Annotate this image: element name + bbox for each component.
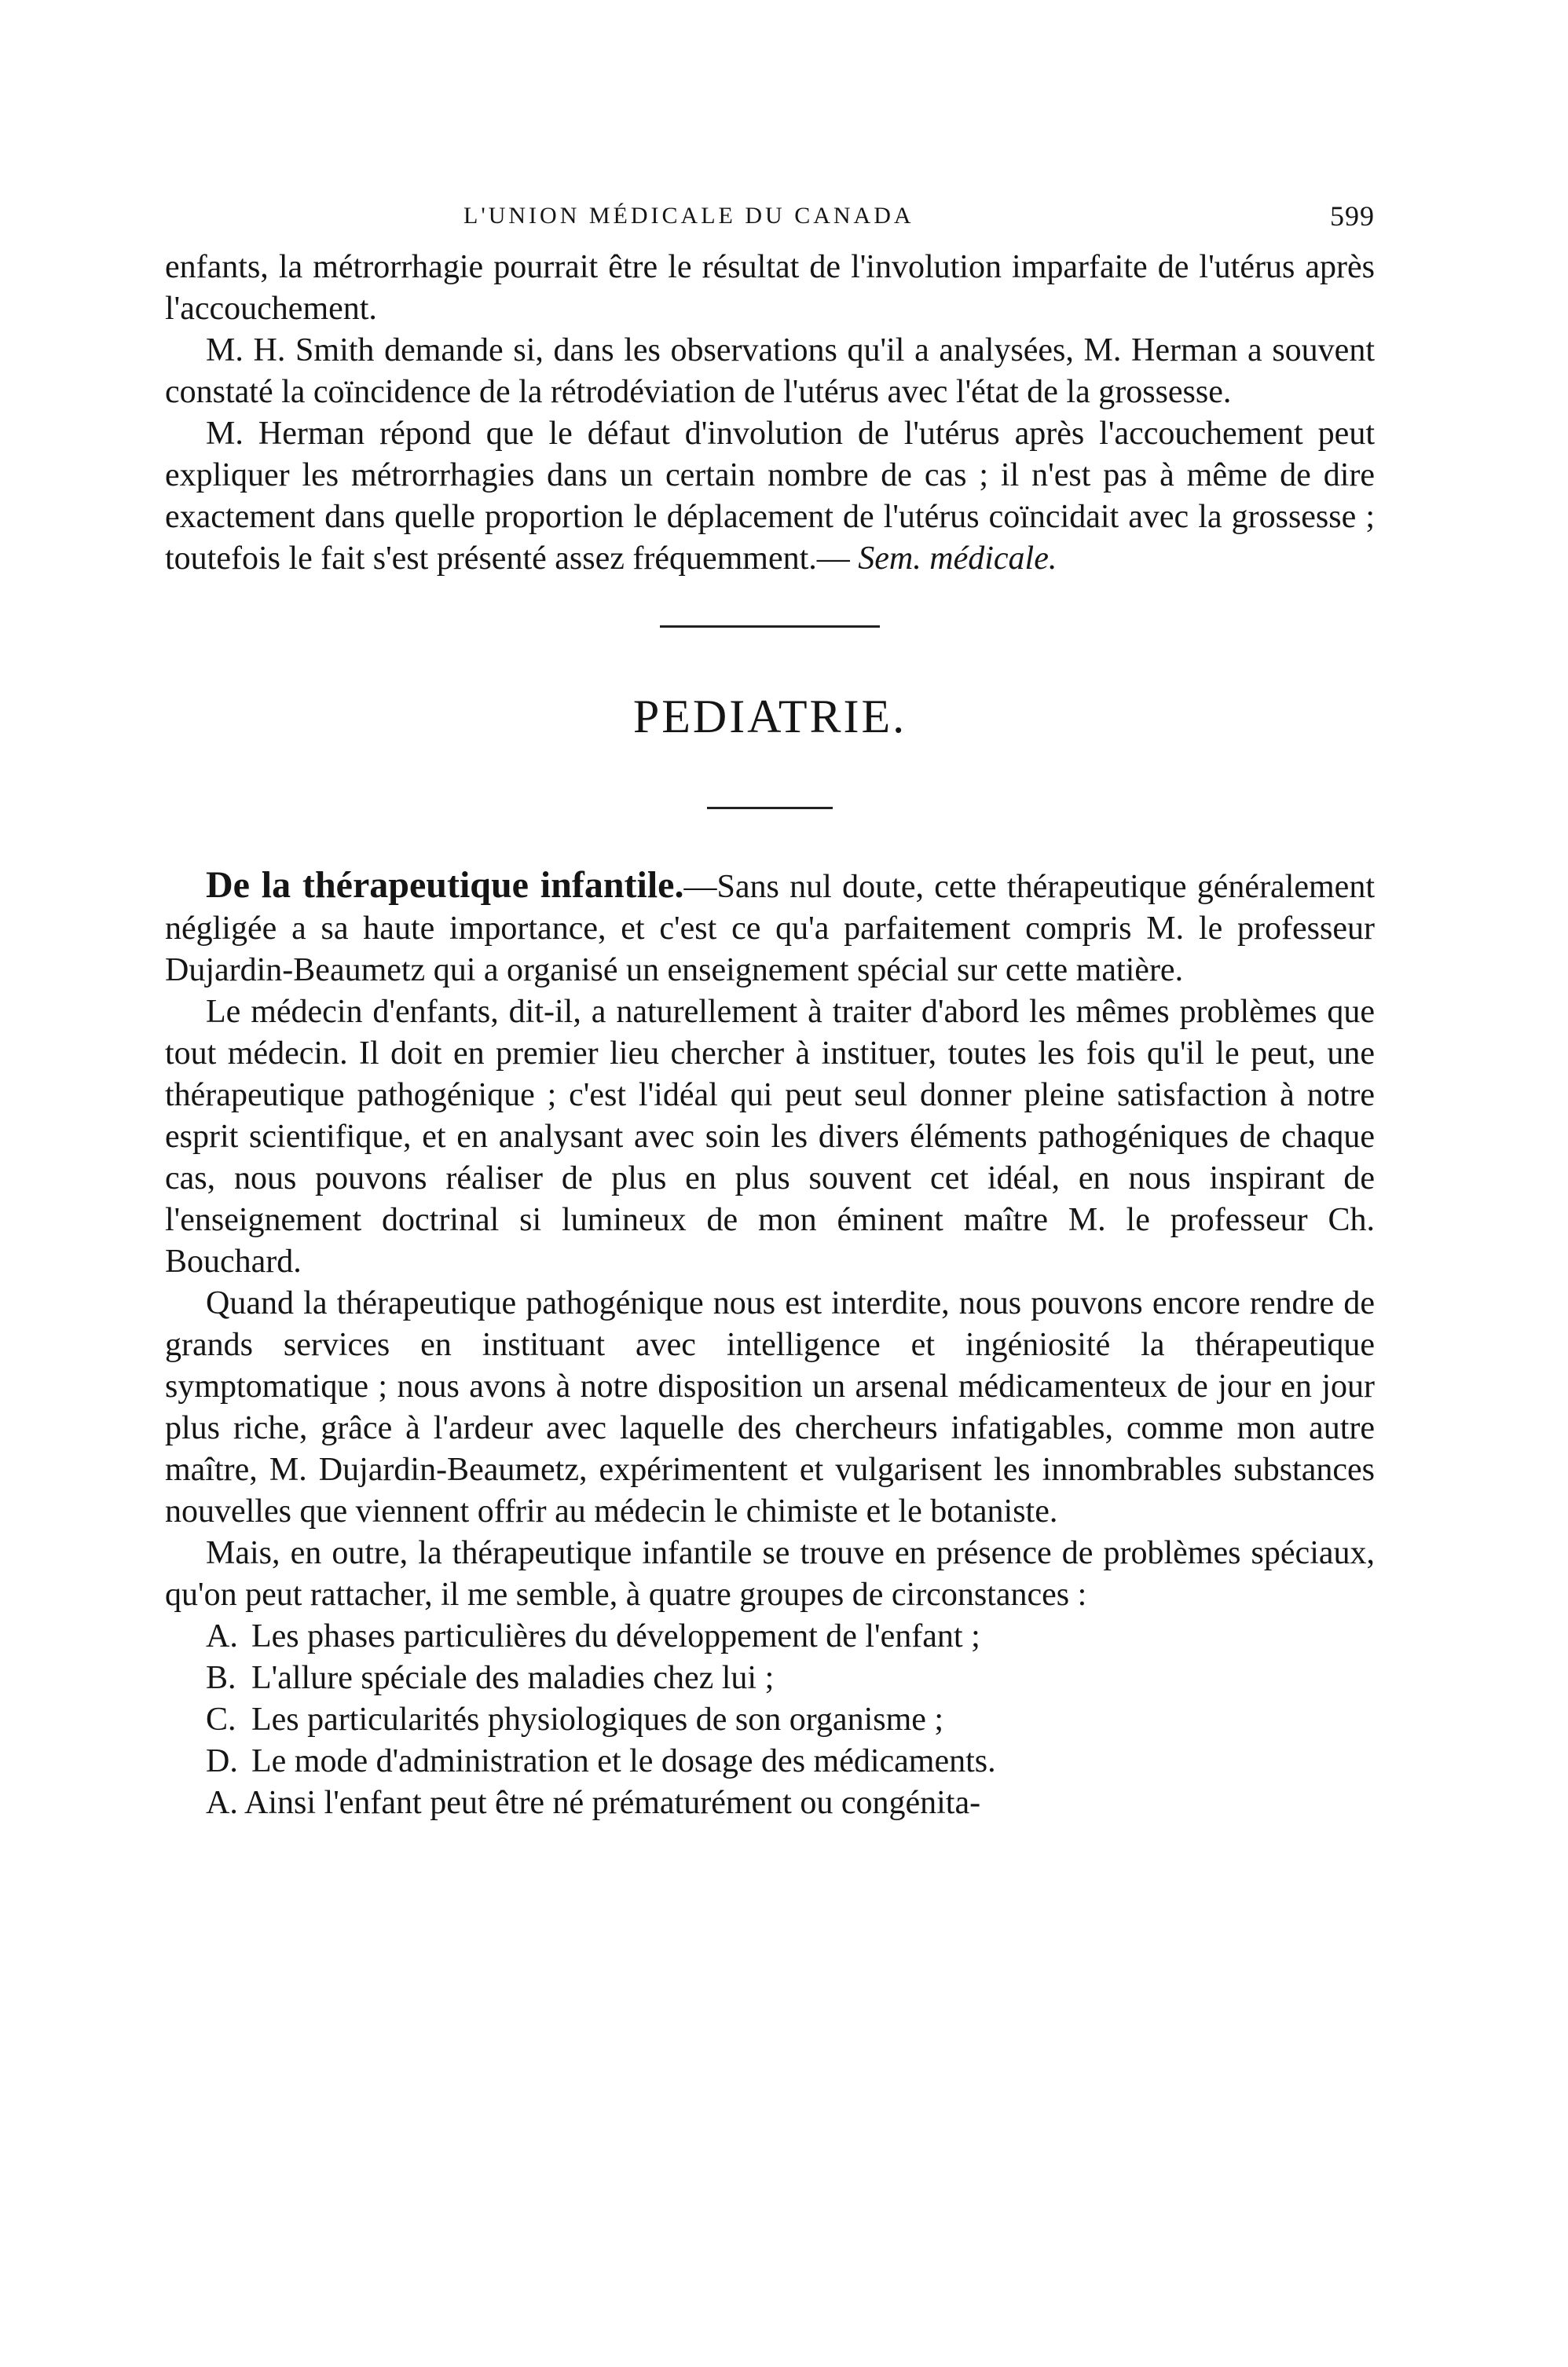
paragraph-text: Le médecin d'enfants, dit-il, a naturellement à traiter d'abord les mêmes problèmes que tout médecin. Il doit en premier lieu chercher à instituer, toutes les fois qu'il le peut, une thérapeutique pathogénique ; c'est l'idéal qui peut seul donner pleine satisfaction à notre esprit scientifique, et en analysant avec soin les divers éléments pathogéniques de chaque cas, nous pouvons réaliser de plus en plus souvent cet idéal, en nous inspirant de l'enseignement doctrinal si lumineux de mon éminent maître M. le professeur Ch. Bouchard.: [165, 994, 1375, 1280]
section-divider-top: [660, 625, 880, 628]
paragraph-text: M. Herman répond que le défaut d'involution de l'utérus après l'accouchement peut expliquer les métrorrhagies dans un certain nombre de cas ; il n'est pas à même de dire exactement dans quelle proportion le déplacement de l'utérus coïncidait avec la grossesse ; toutefois le fait s'est présenté assez fréquemment.—: [165, 416, 1375, 577]
article-title: De la thérapeutique infantile.: [206, 864, 684, 906]
article-paragraph-4: [165, 1533, 1375, 1616]
paragraph-text: Quand la thérapeutique pathogénique nous est interdite, nous pouvons encore rendre de grands services en instituant avec intelligence et ingéniosité la thérapeutique symptomatique ; nous avons à notre disposition un arsenal médicamenteux de jour en jour plus riche, grâce à l'ardeur avec laquelle des chercheurs infatigables, comme mon autre maître, M. Dujardin-Beaumetz, expérimentent et vulgarisent les innombrables substances nouvelles que viennent offrir au médecin le chimiste et le botaniste.: [165, 1285, 1375, 1530]
paragraph-text: Mais, en outre, la thérapeutique infantile se trouve en présence de problèmes spéciaux, qu'on peut rattacher, il me semble, à quatre groupes de circonstances :: [165, 1535, 1375, 1613]
list-label: C.: [206, 1702, 236, 1738]
list-item: [165, 1741, 1375, 1783]
paragraph-text: Ainsi l'enfant peut être né prématurément ou congénita-: [244, 1785, 981, 1821]
list-text: Les particularités physiologiques de son organisme ;: [251, 1702, 944, 1738]
article-paragraph-1: [165, 864, 1375, 991]
article-paragraph-5: [165, 1783, 1375, 1824]
paragraph-continued: [165, 247, 1375, 330]
document-page: [165, 195, 1375, 1824]
list-item: [165, 1658, 1375, 1699]
page-number: 599: [1330, 200, 1375, 232]
list-item: [165, 1616, 1375, 1658]
list-item: [165, 1699, 1375, 1741]
list-text: Le mode d'administration et le dosage des médicaments.: [251, 1743, 996, 1779]
article-paragraph-2: [165, 991, 1375, 1283]
list-text: Les phases particulières du développement de l'enfant ;: [251, 1618, 980, 1654]
list-label: A.: [206, 1618, 238, 1654]
section-title: PEDIATRIE.: [632, 691, 907, 742]
paragraph-smith: [165, 330, 1375, 413]
list-label: D.: [206, 1743, 238, 1779]
article-paragraph-3: [165, 1283, 1375, 1533]
paragraph-label: A.: [206, 1785, 238, 1821]
list-label: B.: [206, 1660, 236, 1696]
source-citation: Sem. médicale.: [858, 540, 1057, 577]
list-text: L'allure spéciale des maladies chez lui ;: [251, 1660, 775, 1696]
paragraph-text: —Sans nul doute, cette thérapeutique généralement négligée a sa haute importance, et c'est ce qu'a parfaitement compris M. le professeur Dujardin-Beaumetz qui a organisé un enseignement spécial sur cette matière.: [165, 869, 1375, 988]
paragraph-herman: [165, 413, 1375, 580]
paragraph-text: M. H. Smith demande si, dans les observations qu'il a analysées, M. Herman a souvent constaté la coïncidence de la rétrodéviation de l'utérus avec l'état de la grossesse.: [165, 332, 1375, 410]
circumstance-list: [165, 1616, 1375, 1783]
paragraph-text: enfants, la métrorrhagie pourrait être le résultat de l'involution imparfaite de l'utérus après l'accouchement.: [165, 249, 1375, 327]
running-header: [165, 195, 1375, 242]
journal-title: L'UNION MÉDICALE DU CANADA: [463, 203, 914, 229]
section-divider-bottom: [707, 807, 833, 809]
